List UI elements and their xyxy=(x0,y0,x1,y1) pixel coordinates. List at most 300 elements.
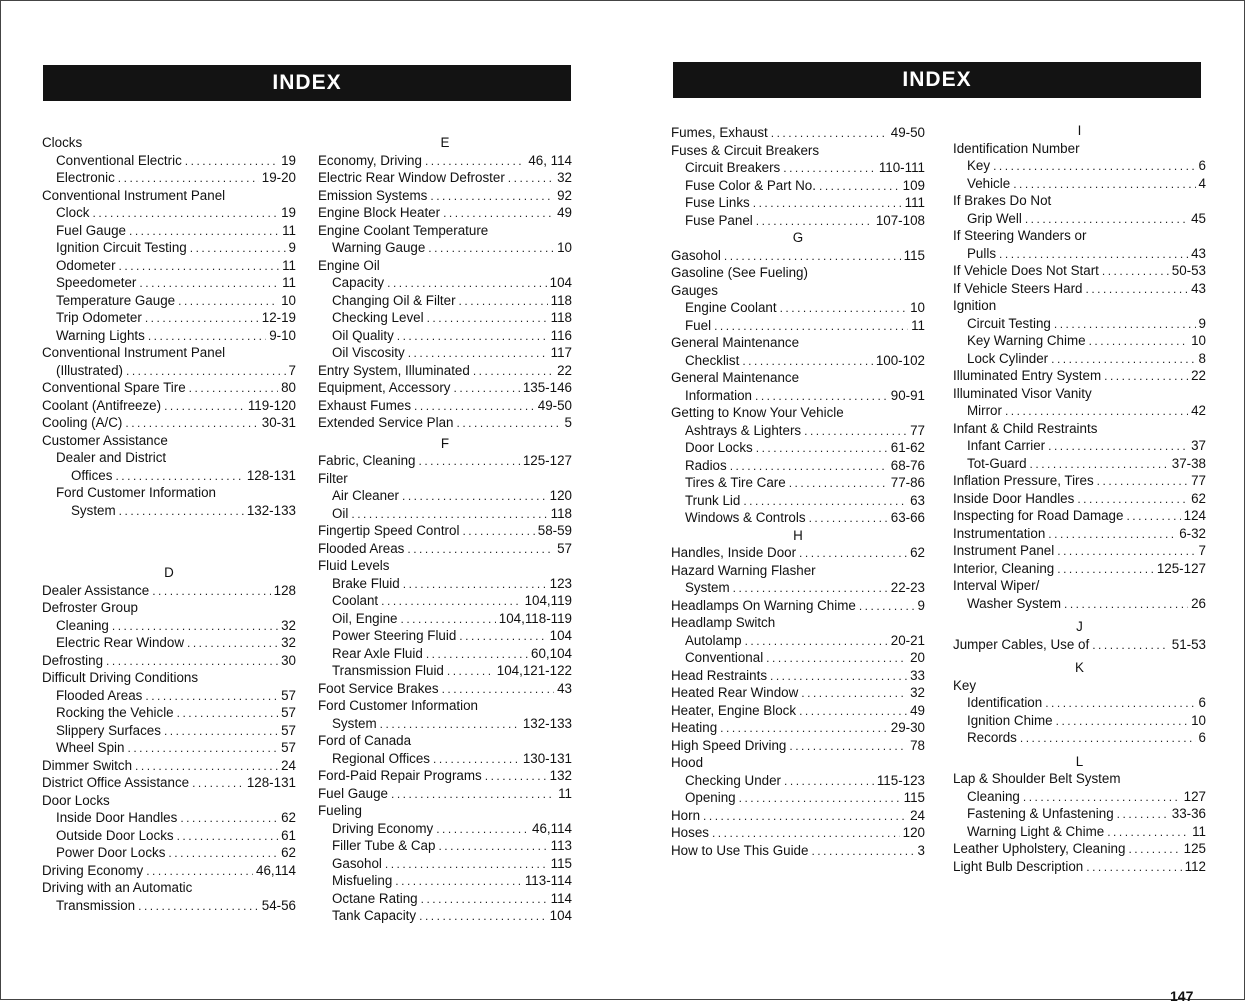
index-entry xyxy=(318,767,572,785)
index-entry xyxy=(953,490,1206,508)
index-entry xyxy=(42,519,296,537)
dot-leader xyxy=(766,649,907,667)
index-entry xyxy=(318,344,572,362)
entry-label: Flooded Areas xyxy=(56,687,143,703)
dot-leader xyxy=(1128,840,1180,858)
index-entry xyxy=(953,332,1206,350)
index-entry xyxy=(42,844,296,862)
index-entry xyxy=(42,152,296,170)
entry-label: Exhaust Fumes xyxy=(318,397,412,413)
dot-leader xyxy=(756,212,873,230)
entry-label: Circuit Breakers xyxy=(685,160,781,175)
dot-leader xyxy=(145,309,259,327)
index-entry xyxy=(671,719,925,737)
dot-leader xyxy=(1030,455,1169,473)
entry-label: General Maintenance xyxy=(671,370,800,385)
page-reference: 117 xyxy=(550,345,572,360)
index-entry xyxy=(953,560,1206,578)
entry-label: Ford-Paid Repair Programs xyxy=(318,768,482,783)
page-reference: 135-146 xyxy=(522,380,572,395)
entry-label: Conventional Instrument Panel xyxy=(42,187,226,203)
entry-label: Checking Level xyxy=(332,310,424,325)
page-reference: 123 xyxy=(549,575,572,591)
dot-leader xyxy=(433,750,520,768)
entry-label: Cleaning xyxy=(56,617,109,633)
entry-label: Fuse Color & Part No. xyxy=(685,177,816,193)
entry-label: If Brakes Do Not xyxy=(953,193,1052,208)
page-reference: 49-50 xyxy=(537,397,572,413)
dot-leader xyxy=(115,467,243,485)
index-entry xyxy=(953,175,1206,193)
dot-leader xyxy=(1097,472,1188,490)
entry-label: Illuminated Visor Vanity xyxy=(953,385,1092,401)
page-reference: 107-108 xyxy=(875,212,925,228)
entry-label: Air Cleaner xyxy=(332,488,399,503)
index-entry xyxy=(671,492,925,510)
index-entry xyxy=(671,264,925,282)
index-entry xyxy=(42,792,296,810)
index-entry xyxy=(318,362,572,380)
index-entry xyxy=(953,805,1206,823)
page-reference: 104 xyxy=(549,908,572,923)
dot-leader xyxy=(1048,437,1188,455)
entry-label: Coolant (Antifreeze) xyxy=(42,397,162,413)
entry-label: Outside Door Locks xyxy=(56,827,174,843)
index-entry xyxy=(42,582,296,600)
entry-label: Changing Oil & Filter xyxy=(332,292,456,308)
entry-label: Ignition Circuit Testing xyxy=(56,240,187,255)
dot-leader xyxy=(1089,332,1189,350)
section-letter-label: E xyxy=(440,135,450,150)
index-entry xyxy=(671,212,925,230)
dot-leader xyxy=(177,704,278,722)
page-reference: 132-133 xyxy=(246,502,296,518)
page-reference: 49-50 xyxy=(890,125,925,140)
entry-label: Headlamps On Warning Chime xyxy=(671,597,856,613)
index-entry xyxy=(671,194,925,212)
section-letter xyxy=(953,753,1206,771)
page-reference: 61 xyxy=(281,827,296,843)
index-entry xyxy=(671,159,925,177)
index-entry xyxy=(42,414,296,432)
page-reference: 112 xyxy=(1184,858,1206,874)
page-reference: 33 xyxy=(910,667,925,683)
index-entry xyxy=(671,299,925,317)
entry-label: Flooded Areas xyxy=(318,540,405,556)
index-entry xyxy=(318,872,572,890)
index-entry xyxy=(671,439,925,457)
index-entry xyxy=(671,824,925,842)
index-entry xyxy=(42,809,296,827)
page-reference: 22 xyxy=(1191,368,1206,383)
index-entry xyxy=(953,420,1206,438)
entry-label: Inspecting for Road Damage xyxy=(953,508,1124,523)
left-index-title: INDEX xyxy=(272,71,342,94)
index-entry xyxy=(671,177,925,195)
index-entry xyxy=(42,187,296,205)
dot-leader xyxy=(414,397,535,415)
dot-leader xyxy=(118,169,259,187)
index-entry xyxy=(318,680,572,698)
entry-label: Warning Light & Chime xyxy=(967,823,1105,839)
index-entry xyxy=(42,344,296,362)
index-entry xyxy=(42,599,296,617)
entry-label: Headlamp Switch xyxy=(671,615,776,630)
dot-leader xyxy=(119,257,280,275)
page-reference: 119-120 xyxy=(247,397,296,413)
entry-label: Extended Service Plan xyxy=(318,415,454,430)
dot-leader xyxy=(419,452,520,470)
entry-label: Interval Wiper/ xyxy=(953,578,1040,593)
page-reference: 62 xyxy=(281,845,296,860)
index-entry xyxy=(318,505,572,523)
index-entry xyxy=(318,592,572,610)
index-entry xyxy=(318,487,572,505)
entry-label: Interior, Cleaning xyxy=(953,560,1055,576)
entry-label: Instrument Panel xyxy=(953,543,1055,558)
entry-label: Leather Upholstery, Cleaning xyxy=(953,841,1126,856)
right-page-column-1 xyxy=(671,124,925,884)
page-reference: 125-127 xyxy=(1156,560,1206,576)
dot-leader xyxy=(1056,712,1188,730)
entry-label: Ford of Canada xyxy=(318,733,412,748)
dot-leader xyxy=(385,855,548,873)
page-reference: 20 xyxy=(910,650,925,665)
index-entry xyxy=(671,702,925,720)
index-entry xyxy=(318,274,572,292)
page-reference: 130-131 xyxy=(522,750,572,766)
index-entry xyxy=(671,317,925,335)
entry-label: Dealer Assistance xyxy=(42,582,150,598)
index-entry xyxy=(318,645,572,663)
page-reference: 125-127 xyxy=(522,453,572,468)
index-entry xyxy=(671,737,925,755)
index-entry xyxy=(318,309,572,327)
entry-label: Entry System, Illuminated xyxy=(318,362,470,378)
index-entry xyxy=(42,467,296,485)
page-reference: 46, 114 xyxy=(528,152,572,168)
entry-label: Heated Rear Window xyxy=(671,685,799,700)
dot-leader xyxy=(783,159,876,177)
entry-label: Identification xyxy=(967,695,1043,710)
index-entry xyxy=(42,502,296,520)
entry-label: Inflation Pressure, Tires xyxy=(953,473,1094,488)
page-reference: 115 xyxy=(550,855,572,871)
page-reference: 115-123 xyxy=(876,772,925,788)
page-reference: 4 xyxy=(1198,175,1206,191)
dot-leader xyxy=(730,457,888,475)
index-entry xyxy=(671,474,925,492)
index-entry xyxy=(318,204,572,222)
dot-leader xyxy=(799,702,907,720)
page-reference: 11 xyxy=(282,222,296,238)
index-entry xyxy=(42,484,296,502)
index-entry xyxy=(953,840,1206,858)
page-reference: 118 xyxy=(550,292,572,308)
dot-leader xyxy=(1051,350,1195,368)
dot-leader xyxy=(146,862,253,880)
right-page-column-2 xyxy=(953,122,1206,892)
page-reference: 33-36 xyxy=(1171,806,1206,821)
page-reference: 46,114 xyxy=(256,862,296,878)
dot-leader xyxy=(789,737,907,755)
entry-label: Pulls xyxy=(967,245,997,261)
index-entry xyxy=(318,715,572,733)
dot-leader xyxy=(784,772,874,790)
entry-label: Ford Customer Information xyxy=(318,698,479,713)
index-entry xyxy=(953,858,1206,876)
index-entry xyxy=(671,789,925,807)
entry-label: Fabric, Cleaning xyxy=(318,453,416,468)
page-reference: 127 xyxy=(1183,788,1206,804)
entry-label: Conventional Instrument Panel xyxy=(42,345,226,360)
index-entry xyxy=(953,677,1206,695)
entry-label: Misfueling xyxy=(332,873,393,888)
index-entry xyxy=(42,204,296,222)
entry-label: System xyxy=(685,580,730,595)
entry-label: Emission Systems xyxy=(318,187,428,203)
dot-leader xyxy=(703,807,907,825)
entry-label: Trunk Lid xyxy=(685,492,741,508)
entry-label: Getting to Know Your Vehicle xyxy=(671,405,844,420)
index-entry xyxy=(953,280,1206,298)
index-entry xyxy=(671,579,925,597)
entry-label: If Steering Wanders or xyxy=(953,228,1087,243)
left-page-column-1 xyxy=(42,134,296,924)
index-entry xyxy=(318,732,572,750)
page-reference: 128 xyxy=(273,582,296,598)
page-reference: 19-20 xyxy=(261,170,296,185)
entry-label: How to Use This Guide xyxy=(671,842,809,858)
entry-label: If Vehicle Steers Hard xyxy=(953,280,1083,296)
dot-leader xyxy=(999,245,1188,263)
dot-leader xyxy=(119,502,244,520)
index-entry xyxy=(318,855,572,873)
dot-leader xyxy=(459,292,548,310)
index-entry xyxy=(953,245,1206,263)
index-entry xyxy=(318,750,572,768)
index-entry xyxy=(671,247,925,265)
section-letter xyxy=(953,122,1206,140)
page-reference: 30 xyxy=(281,652,296,668)
index-entry xyxy=(42,309,296,327)
dot-leader xyxy=(1023,788,1181,806)
entry-label: Key xyxy=(967,158,991,173)
entry-label: Equipment, Accessory xyxy=(318,380,451,395)
entry-label: Warning Lights xyxy=(56,327,145,343)
index-entry xyxy=(42,687,296,705)
section-letter-label: K xyxy=(1075,660,1084,675)
index-entry xyxy=(42,379,296,397)
entry-label: Fumes, Exhaust xyxy=(671,125,768,140)
entry-label: (Illustrated) xyxy=(56,362,123,378)
entry-label: Ford Customer Information xyxy=(56,485,217,500)
index-entry xyxy=(953,262,1206,280)
index-entry xyxy=(953,367,1206,385)
dot-leader xyxy=(811,842,914,860)
page-reference: 37 xyxy=(1191,438,1206,453)
dot-leader xyxy=(859,597,915,615)
page-reference: 19 xyxy=(281,205,296,220)
entry-label: Gauges xyxy=(671,282,718,298)
entry-label: Illuminated Entry System xyxy=(953,368,1102,383)
page-reference: 120 xyxy=(902,825,925,840)
entry-label: Records xyxy=(967,730,1017,745)
dot-leader xyxy=(770,667,907,685)
index-entry xyxy=(671,684,925,702)
index-entry xyxy=(42,362,296,380)
index-entry xyxy=(671,667,925,685)
entry-label: Regional Offices xyxy=(332,750,431,766)
dot-leader xyxy=(438,837,547,855)
page-reference: 116 xyxy=(550,327,572,343)
entry-label: Handles, Inside Door xyxy=(671,545,797,560)
entry-label: Customer Assistance xyxy=(42,432,168,448)
page-reference: 10 xyxy=(557,240,572,255)
index-entry xyxy=(42,432,296,450)
dot-leader xyxy=(1005,402,1188,420)
entry-label: Odometer xyxy=(56,257,116,273)
dot-leader xyxy=(804,422,907,440)
page-reference: 19 xyxy=(281,152,296,168)
entry-label: Fuel Gauge xyxy=(318,785,388,801)
page-reference: 77 xyxy=(1191,473,1206,488)
dot-leader xyxy=(403,575,547,593)
dot-leader xyxy=(187,634,278,652)
dot-leader xyxy=(1045,694,1195,712)
entry-label: Door Locks xyxy=(685,440,753,455)
right-index-header xyxy=(673,62,1201,98)
dot-leader xyxy=(1102,262,1169,280)
page-reference: 30-31 xyxy=(261,415,296,430)
entry-label: Vehicle xyxy=(967,175,1011,191)
entry-label: Oil, Engine xyxy=(332,610,398,626)
page-reference: 78 xyxy=(910,737,925,753)
page-reference: 42 xyxy=(1191,403,1206,418)
index-entry xyxy=(953,210,1206,228)
index-entry xyxy=(671,457,925,475)
index-entry xyxy=(42,722,296,740)
entry-label: Radios xyxy=(685,457,727,473)
dot-leader xyxy=(739,789,901,807)
index-entry xyxy=(42,292,296,310)
entry-label: Defrosting xyxy=(42,652,104,668)
entry-label: Lock Cylinder xyxy=(967,350,1049,366)
index-entry xyxy=(318,257,572,275)
entry-label: System xyxy=(332,715,377,731)
section-letter-label: D xyxy=(164,565,174,580)
index-entry xyxy=(318,397,572,415)
dot-leader xyxy=(724,247,901,265)
dot-leader xyxy=(993,157,1195,175)
page-reference: 63 xyxy=(910,492,925,508)
dot-leader xyxy=(428,239,554,257)
index-entry xyxy=(671,352,925,370)
page-reference: 113-114 xyxy=(524,873,572,888)
page-reference: 9-10 xyxy=(269,327,296,343)
index-entry xyxy=(953,507,1206,525)
entry-label: Transmission xyxy=(56,897,136,913)
page-reference: 49 xyxy=(557,205,572,220)
dot-leader xyxy=(1092,636,1169,654)
index-entry xyxy=(318,890,572,908)
index-entry xyxy=(671,597,925,615)
page-number: 147 xyxy=(1170,988,1194,1004)
dot-leader xyxy=(425,152,525,170)
dot-leader xyxy=(742,352,873,370)
dot-leader xyxy=(380,715,520,733)
entry-label: Engine Coolant xyxy=(685,300,777,315)
dot-leader xyxy=(743,492,907,510)
entry-label: Rocking the Vehicle xyxy=(56,705,174,720)
page-reference: 32 xyxy=(281,617,296,633)
page-reference: 10 xyxy=(910,300,925,315)
index-entry xyxy=(671,124,925,142)
index-entry xyxy=(42,327,296,345)
index-entry xyxy=(953,402,1206,420)
dot-leader xyxy=(799,544,907,562)
index-entry xyxy=(42,134,296,152)
dot-leader xyxy=(1054,315,1196,333)
page-reference: 11 xyxy=(282,275,296,290)
dot-leader xyxy=(447,662,494,680)
page-reference: 5 xyxy=(564,415,572,430)
entry-label: Heating xyxy=(671,720,718,735)
page-reference: 11 xyxy=(282,257,296,273)
entry-label: Ashtrays & Lighters xyxy=(685,422,802,438)
entry-label: Lap & Shoulder Belt System xyxy=(953,771,1121,786)
entry-label: Engine Coolant Temperature xyxy=(318,222,489,238)
dot-leader xyxy=(714,317,908,335)
index-entry xyxy=(42,617,296,635)
index-entry xyxy=(318,239,572,257)
index-entry xyxy=(42,862,296,880)
page-reference: 132-133 xyxy=(522,715,572,731)
entry-label: Horn xyxy=(671,807,701,823)
page-reference: 104,119 xyxy=(524,593,572,608)
entry-label: Filter xyxy=(318,470,348,486)
entry-label: Key xyxy=(953,677,977,693)
page-reference: 26 xyxy=(1191,595,1206,611)
index-entry xyxy=(318,627,572,645)
index-entry xyxy=(318,169,572,187)
entry-label: Driving with an Automatic xyxy=(42,880,193,895)
index-entry xyxy=(318,379,572,397)
entry-label: Defroster Group xyxy=(42,600,139,615)
page-reference: 43 xyxy=(557,680,572,696)
page-reference: 6 xyxy=(1198,695,1206,710)
entry-label: Infant Carrier xyxy=(967,438,1046,453)
index-entry xyxy=(953,770,1206,788)
page-reference: 7 xyxy=(288,362,296,378)
index-entry xyxy=(42,757,296,775)
dot-leader xyxy=(397,327,548,345)
entry-label: Capacity xyxy=(332,275,385,290)
entry-label: Grip Well xyxy=(967,210,1022,226)
index-entry xyxy=(318,557,572,575)
index-entry xyxy=(318,820,572,838)
dot-leader xyxy=(168,844,278,862)
index-entry xyxy=(671,754,925,772)
index-entry xyxy=(42,449,296,467)
entry-label: Brake Fluid xyxy=(332,575,400,591)
index-entry xyxy=(671,404,925,422)
entry-label: Inside Door Handles xyxy=(56,810,178,825)
dot-leader xyxy=(164,722,278,740)
entry-label: Identification Number xyxy=(953,140,1080,156)
dot-leader xyxy=(395,872,522,890)
dot-leader xyxy=(1086,858,1181,876)
